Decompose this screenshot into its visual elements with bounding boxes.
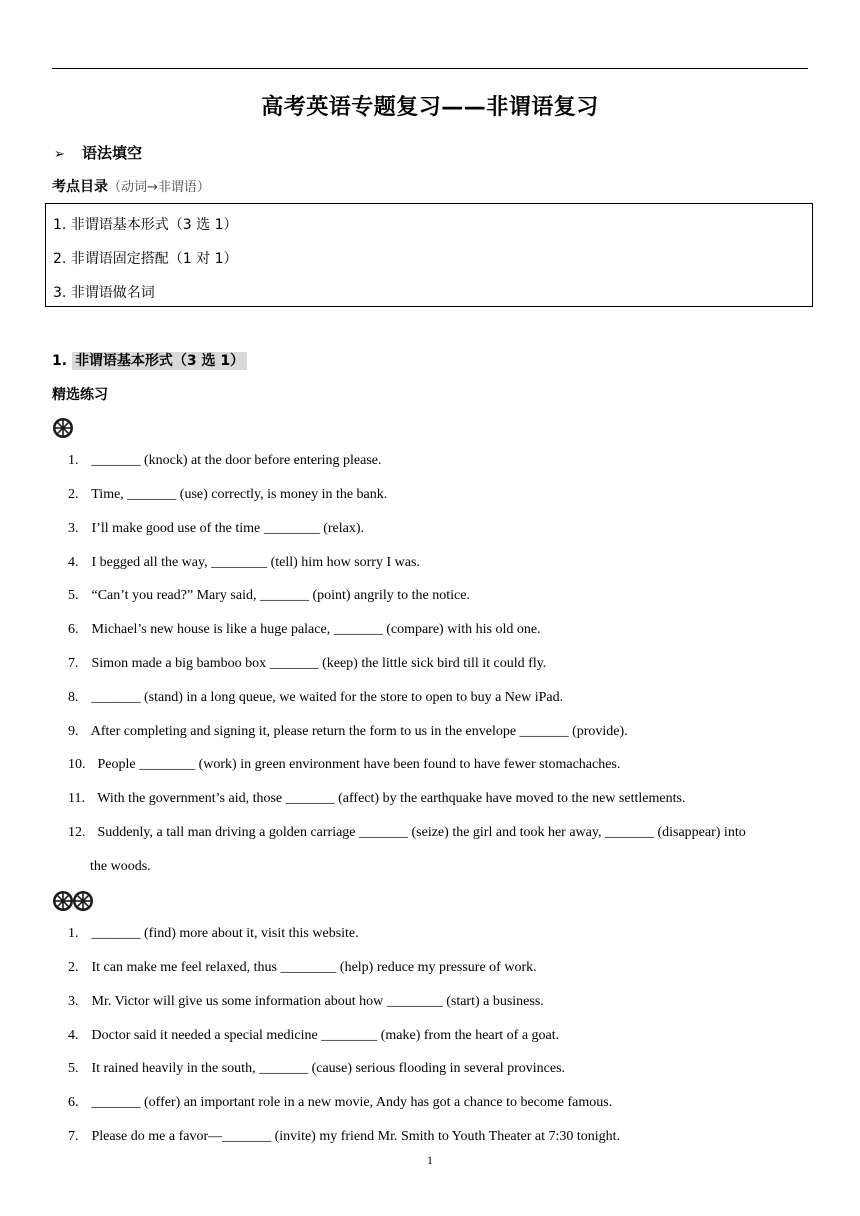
question-item: 6. _______ (offer) an important role in a new movie, Andy has got a chance to become famous. bbox=[68, 1095, 613, 1110]
page-number: 1 bbox=[427, 1153, 433, 1167]
question-item: 8. _______ (stand) in a long queue, we waited for the store to open to buy a New iPad. bbox=[68, 690, 564, 705]
toc-subtitle: （动词→非谓语） bbox=[108, 180, 210, 195]
question-item: 10. People ________ (work) in green environment have been found to have fewer stomachaches. bbox=[68, 757, 621, 772]
question-item: 2. Time, _______ (use) correctly, is money in the bank. bbox=[68, 487, 388, 502]
toc-box bbox=[45, 203, 813, 307]
page-title: 高考英语专题复习——非谓语复习 bbox=[261, 95, 599, 120]
question-item: 12. Suddenly, a tall man driving a golden carriage _______ (seize) the girl and took her away, _______ (disappear) into bbox=[68, 825, 746, 840]
lemon-slice-icon bbox=[52, 417, 74, 437]
section-1-heading bbox=[52, 350, 247, 370]
question-item: 1. _______ (find) more about it, visit this website. bbox=[68, 926, 359, 941]
toc-item-2: 2. 非谓语固定搭配（1 对 1） bbox=[53, 251, 238, 267]
section-1-label: 非谓语基本形式（3 选 1） bbox=[72, 352, 247, 370]
question-item: 7. Simon made a big bamboo box _______ (keep) the little sick bird till it could fly. bbox=[68, 656, 547, 671]
question-item: 4. Doctor said it needed a special medicine ________ (make) from the heart of a goat. bbox=[68, 1028, 560, 1043]
toc-item-3: 3. 非谓语做名词 bbox=[53, 285, 155, 301]
arrow-bullet-icon: ➢ bbox=[54, 147, 65, 162]
question-item: 1. _______ (knock) at the door before entering please. bbox=[68, 453, 382, 468]
question-item: 2. It can make me feel relaxed, thus ________ (help) reduce my pressure of work. bbox=[68, 960, 537, 975]
two-lemon-slices-icon bbox=[52, 890, 96, 910]
question-item: 3. Mr. Victor will give us some information about how ________ (start) a business. bbox=[68, 994, 544, 1009]
question-item: 9. After completing and signing it, please return the form to us in the envelope _______ (provide). bbox=[68, 724, 628, 739]
question-continuation: the woods. bbox=[90, 859, 151, 874]
question-item: 3. I’ll make good use of the time ________ (relax). bbox=[68, 521, 365, 536]
question-item: 7. Please do me a favor—_______ (invite) my friend Mr. Smith to Youth Theater at 7:30 tonight. bbox=[68, 1129, 621, 1144]
section-1-number: 1. bbox=[52, 353, 68, 369]
practice-title: 精选练习 bbox=[52, 387, 108, 403]
header-rule bbox=[52, 68, 808, 69]
question-item: 5. “Can’t you read?” Mary said, _______ (point) angrily to the notice. bbox=[68, 588, 470, 603]
question-item: 11. With the government’s aid, those _______ (affect) by the earthquake have moved to the new settlements. bbox=[68, 791, 686, 806]
toc-title-label: 考点目录 bbox=[52, 179, 108, 195]
toc-item-1: 1. 非谓语基本形式（3 选 1） bbox=[53, 217, 238, 233]
toc-title bbox=[52, 176, 210, 196]
question-item: 4. I begged all the way, ________ (tell) him how sorry I was. bbox=[68, 555, 420, 570]
section-heading bbox=[54, 142, 142, 163]
question-item: 6. Michael’s new house is like a huge palace, _______ (compare) with his old one. bbox=[68, 622, 541, 637]
question-item: 5. It rained heavily in the south, _______ (cause) serious flooding in several provinces. bbox=[68, 1061, 566, 1076]
section-label: 语法填空 bbox=[82, 144, 143, 162]
